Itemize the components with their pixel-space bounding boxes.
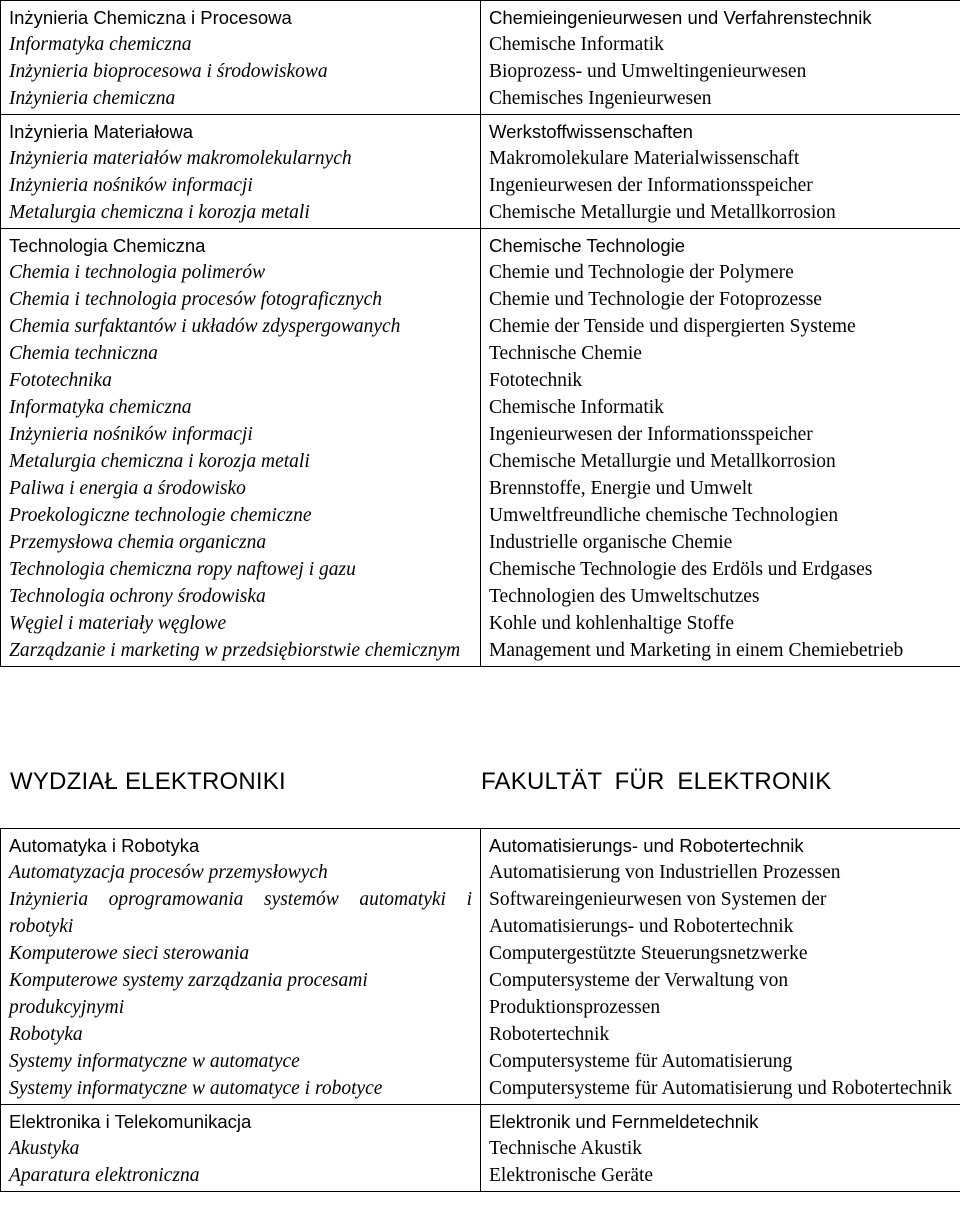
specialization-german: Ingenieurwesen der Informationsspeicher (489, 175, 813, 196)
specialization-polish: Węgiel i materiały węglowe (9, 613, 227, 634)
specialization-polish: Chemia surfaktantów i układów zdyspergowanych (9, 316, 401, 337)
specialization-german: Industrielle organische Chemie (489, 532, 733, 553)
specialization-polish: Paliwa i energia a środowisko (9, 478, 246, 499)
specialization-polish: Komputerowe sieci sterowania (9, 943, 250, 964)
specialization-polish: Technologia chemiczna ropy naftowej i gazu (9, 559, 356, 580)
specialization-german: Chemie und Technologie der Polymere (489, 262, 794, 283)
faculty-title-german: FAKULTÄT FÜR ELEKTRONIK (481, 768, 832, 795)
specialization-german: Computergestützte Steuerungsnetzwerke (489, 943, 808, 964)
field-heading-german: Chemieingenieurwesen und Verfahrenstechnik (489, 7, 872, 28)
specialization-polish: Inżynieria materiałów makromolekularnych (9, 148, 352, 169)
specialization-german: Kohle und kohlenhaltige Stoffe (489, 613, 734, 634)
field-heading-german: Automatisierungs- und Robotertechnik (489, 835, 804, 856)
german-column-cell (481, 1, 960, 115)
specialization-german: Fototechnik (489, 370, 583, 391)
field-heading-polish: Inżynieria Materiałowa (9, 121, 194, 142)
specialization-german: Chemische Technologie des Erdöls und Erdgases (489, 559, 873, 580)
specialization-german: Computersysteme der Verwaltung von Produktionsprozessen (489, 970, 789, 1018)
specialization-polish: Komputerowe systemy zarządzania procesami produkcyjnymi (9, 970, 368, 1018)
polish-column-cell (1, 229, 481, 667)
field-heading-german: Werkstoffwissenschaften (489, 121, 693, 142)
specialization-polish: Systemy informatyczne w automatyce (9, 1051, 300, 1072)
specialization-german: Elektronische Geräte (489, 1165, 654, 1186)
specialization-polish: Proekologiczne technologie chemiczne (9, 505, 312, 526)
specialization-polish: Automatyzacja procesów przemysłowych (9, 862, 328, 883)
specialization-german: Robotertechnik (489, 1024, 610, 1045)
specialization-german: Chemie und Technologie der Fotoprozesse (489, 289, 822, 310)
specialization-german: Chemie der Tenside und dispergierten Systeme (489, 316, 856, 337)
specialization-polish: Informatyka chemiczna (9, 34, 192, 55)
specialization-polish: Inżynieria oprogramowania systemów automatyki i robotyki (9, 889, 472, 937)
specialization-polish: Chemia i technologia polimerów (9, 262, 266, 283)
specialization-polish: Przemysłowa chemia organiczna (9, 532, 267, 553)
program-group-row (1, 829, 960, 1105)
specialization-polish: Akustyka (9, 1138, 80, 1159)
specialization-german: Chemische Metallurgie und Metallkorrosion (489, 451, 836, 472)
specialization-polish: Inżynieria nośników informacji (9, 424, 253, 445)
specialization-polish: Fototechnika (9, 370, 112, 391)
specialization-german: Computersysteme für Automatisierung (489, 1051, 793, 1072)
specialization-polish: Inżynieria bioprocesowa i środowiskowa (9, 61, 328, 82)
field-heading-polish: Automatyka i Robotyka (9, 835, 200, 856)
specialization-german: Brennstoffe, Energie und Umwelt (489, 478, 753, 499)
specialization-german: Chemische Informatik (489, 397, 664, 418)
program-group-row (1, 115, 960, 229)
specialization-polish: Metalurgia chemiczna i korozja metali (9, 202, 310, 223)
specialization-german: Automatisierung von Industriellen Prozessen (489, 862, 841, 883)
program-group-row (1, 1105, 960, 1192)
polish-column-cell (1, 1, 481, 115)
field-heading-polish: Elektronika i Telekomunikacja (9, 1111, 252, 1132)
program-group-row (1, 1, 960, 115)
specialization-polish: Chemia i technologia procesów fotograficznych (9, 289, 382, 310)
specialization-polish: Inżynieria chemiczna (9, 88, 176, 109)
specialization-polish: Informatyka chemiczna (9, 397, 192, 418)
specialization-german: Chemische Metallurgie und Metallkorrosion (489, 202, 836, 223)
german-column-cell (481, 229, 960, 667)
specialization-german: Chemisches Ingenieurwesen (489, 88, 712, 109)
specialization-german: Umweltfreundliche chemische Technologien (489, 505, 839, 526)
specialization-german: Chemische Informatik (489, 34, 664, 55)
specialization-german: Technische Chemie (489, 343, 642, 364)
faculty-title-polish: WYDZIAŁ ELEKTRONIKI (10, 768, 286, 795)
field-heading-polish: Technologia Chemiczna (9, 235, 206, 256)
specialization-german: Softwareingenieurwesen von Systemen der Automatisierungs- und Robotertechnik (489, 889, 827, 937)
field-heading-german: Elektronik und Fernmeldetechnik (489, 1111, 759, 1132)
german-column-cell (481, 829, 960, 1105)
specialization-polish: Systemy informatyczne w automatyce i robotyce (9, 1078, 383, 1099)
specialization-polish: Robotyka (9, 1024, 83, 1045)
specialization-polish: Technologia ochrony środowiska (9, 586, 266, 607)
polish-column-cell (1, 829, 481, 1105)
specialization-german: Makromolekulare Materialwissenschaft (489, 148, 800, 169)
faculty-electronics-table (0, 828, 960, 1192)
specialization-german: Management und Marketing in einem Chemiebetrieb (489, 640, 904, 661)
program-group-row (1, 229, 960, 667)
german-column-cell (481, 1105, 960, 1192)
specialization-german: Ingenieurwesen der Informationsspeicher (489, 424, 813, 445)
polish-column-cell (1, 115, 481, 229)
polish-column-cell (1, 1105, 481, 1192)
specialization-polish: Zarządzanie i marketing w przedsiębiorstwie chemicznym (9, 640, 461, 661)
specialization-german: Technische Akustik (489, 1138, 642, 1159)
field-heading-german: Chemische Technologie (489, 235, 686, 256)
specialization-german: Computersysteme für Automatisierung und Robotertechnik (489, 1078, 952, 1099)
german-column-cell (481, 115, 960, 229)
specialization-polish: Aparatura elektroniczna (9, 1165, 200, 1186)
specialization-german: Technologien des Umweltschutzes (489, 586, 760, 607)
field-heading-polish: Inżynieria Chemiczna i Procesowa (9, 7, 292, 28)
specialization-polish: Metalurgia chemiczna i korozja metali (9, 451, 310, 472)
specialization-german: Bioprozess- und Umweltingenieurwesen (489, 61, 807, 82)
specialization-polish: Chemia techniczna (9, 343, 158, 364)
specialization-polish: Inżynieria nośników informacji (9, 175, 253, 196)
